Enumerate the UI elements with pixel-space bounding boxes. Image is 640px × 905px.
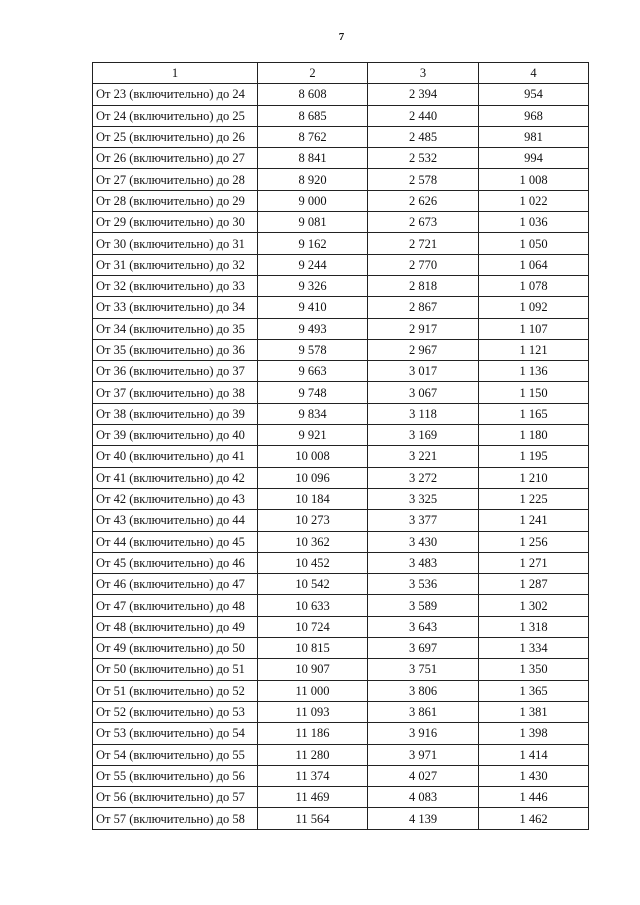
- table-row: [93, 403, 589, 424]
- value-cell: 3 806: [368, 680, 479, 701]
- value-cell: 981: [479, 126, 589, 147]
- value-cell: 2 917: [368, 318, 479, 339]
- table-row: [93, 510, 589, 531]
- value-cell: 3 272: [368, 467, 479, 488]
- value-cell: 9 578: [258, 339, 368, 360]
- header-cell: 2: [258, 63, 368, 84]
- table-row: [93, 275, 589, 296]
- range-cell: От 47 (включительно) до 48: [93, 595, 258, 616]
- value-cell: 3 916: [368, 723, 479, 744]
- value-cell: 1 180: [479, 425, 589, 446]
- value-cell: 1 050: [479, 233, 589, 254]
- value-cell: 8 685: [258, 105, 368, 126]
- range-cell: От 44 (включительно) до 45: [93, 531, 258, 552]
- value-cell: 968: [479, 105, 589, 126]
- table-row: [93, 744, 589, 765]
- value-cell: 1 008: [479, 169, 589, 190]
- range-cell: От 41 (включительно) до 42: [93, 467, 258, 488]
- value-cell: 1 381: [479, 701, 589, 722]
- range-cell: От 24 (включительно) до 25: [93, 105, 258, 126]
- table-row: [93, 680, 589, 701]
- value-cell: 11 000: [258, 680, 368, 701]
- table-row: [93, 574, 589, 595]
- header-row: [93, 63, 589, 84]
- value-cell: 8 920: [258, 169, 368, 190]
- value-cell: 1 165: [479, 403, 589, 424]
- value-cell: 2 770: [368, 254, 479, 275]
- value-cell: 3 483: [368, 552, 479, 573]
- value-cell: 9 000: [258, 190, 368, 211]
- value-cell: 10 362: [258, 531, 368, 552]
- value-cell: 3 861: [368, 701, 479, 722]
- value-cell: 3 017: [368, 361, 479, 382]
- value-cell: 8 608: [258, 84, 368, 105]
- table-row: [93, 148, 589, 169]
- table-row: [93, 212, 589, 233]
- range-cell: От 32 (включительно) до 33: [93, 275, 258, 296]
- value-cell: 1 210: [479, 467, 589, 488]
- value-cell: 9 244: [258, 254, 368, 275]
- value-cell: 10 907: [258, 659, 368, 680]
- value-cell: 3 118: [368, 403, 479, 424]
- range-cell: От 33 (включительно) до 34: [93, 297, 258, 318]
- range-cell: От 31 (включительно) до 32: [93, 254, 258, 275]
- range-cell: От 34 (включительно) до 35: [93, 318, 258, 339]
- range-cell: От 50 (включительно) до 51: [93, 659, 258, 680]
- range-cell: От 36 (включительно) до 37: [93, 361, 258, 382]
- range-cell: От 39 (включительно) до 40: [93, 425, 258, 446]
- value-cell: 2 578: [368, 169, 479, 190]
- value-cell: 1 136: [479, 361, 589, 382]
- range-cell: От 54 (включительно) до 55: [93, 744, 258, 765]
- value-cell: 2 967: [368, 339, 479, 360]
- range-cell: От 56 (включительно) до 57: [93, 787, 258, 808]
- range-cell: От 45 (включительно) до 46: [93, 552, 258, 573]
- table-row: [93, 659, 589, 680]
- table-body: [93, 84, 589, 829]
- value-cell: 10 273: [258, 510, 368, 531]
- range-cell: От 51 (включительно) до 52: [93, 680, 258, 701]
- table-row: [93, 701, 589, 722]
- range-cell: От 52 (включительно) до 53: [93, 701, 258, 722]
- value-cell: 2 440: [368, 105, 479, 126]
- table-row: [93, 425, 589, 446]
- value-cell: 8 762: [258, 126, 368, 147]
- table-row: [93, 723, 589, 744]
- value-cell: 9 834: [258, 403, 368, 424]
- table-row: [93, 361, 589, 382]
- table-row: [93, 339, 589, 360]
- range-cell: От 37 (включительно) до 38: [93, 382, 258, 403]
- table-row: [93, 616, 589, 637]
- value-cell: 954: [479, 84, 589, 105]
- value-cell: 3 067: [368, 382, 479, 403]
- table-row: [93, 190, 589, 211]
- value-cell: 8 841: [258, 148, 368, 169]
- table-row: [93, 382, 589, 403]
- value-cell: 1 121: [479, 339, 589, 360]
- range-cell: От 38 (включительно) до 39: [93, 403, 258, 424]
- value-cell: 1 302: [479, 595, 589, 616]
- value-cell: 1 430: [479, 765, 589, 786]
- value-cell: 2 721: [368, 233, 479, 254]
- range-cell: От 43 (включительно) до 44: [93, 510, 258, 531]
- value-cell: 1 241: [479, 510, 589, 531]
- value-cell: 1 398: [479, 723, 589, 744]
- range-cell: От 55 (включительно) до 56: [93, 765, 258, 786]
- value-cell: 10 184: [258, 488, 368, 509]
- value-cell: 3 325: [368, 488, 479, 509]
- value-cell: 3 589: [368, 595, 479, 616]
- value-cell: 11 186: [258, 723, 368, 744]
- range-cell: От 30 (включительно) до 31: [93, 233, 258, 254]
- range-cell: От 46 (включительно) до 47: [93, 574, 258, 595]
- table-row: [93, 531, 589, 552]
- value-cell: 9 663: [258, 361, 368, 382]
- value-cell: 994: [479, 148, 589, 169]
- table-row: [93, 446, 589, 467]
- value-cell: 4 139: [368, 808, 479, 829]
- value-cell: 3 377: [368, 510, 479, 531]
- table-row: [93, 169, 589, 190]
- value-cell: 2 394: [368, 84, 479, 105]
- value-cell: 1 446: [479, 787, 589, 808]
- value-cell: 1 107: [479, 318, 589, 339]
- value-cell: 10 724: [258, 616, 368, 637]
- header-cell: 1: [93, 63, 258, 84]
- value-cell: 2 867: [368, 297, 479, 318]
- value-cell: 9 326: [258, 275, 368, 296]
- table-row: [93, 84, 589, 105]
- value-cell: 10 096: [258, 467, 368, 488]
- value-cell: 1 195: [479, 446, 589, 467]
- range-cell: От 40 (включительно) до 41: [93, 446, 258, 467]
- table-row: [93, 233, 589, 254]
- value-cell: 4 083: [368, 787, 479, 808]
- range-cell: От 26 (включительно) до 27: [93, 148, 258, 169]
- range-cell: От 29 (включительно) до 30: [93, 212, 258, 233]
- table-row: [93, 254, 589, 275]
- table-row: [93, 595, 589, 616]
- value-cell: 9 081: [258, 212, 368, 233]
- value-cell: 1 036: [479, 212, 589, 233]
- value-cell: 1 287: [479, 574, 589, 595]
- value-cell: 11 374: [258, 765, 368, 786]
- table-row: [93, 488, 589, 509]
- value-cell: 9 162: [258, 233, 368, 254]
- value-cell: 1 271: [479, 552, 589, 573]
- value-cell: 1 318: [479, 616, 589, 637]
- value-cell: 3 536: [368, 574, 479, 595]
- value-cell: 1 022: [479, 190, 589, 211]
- range-cell: От 57 (включительно) до 58: [93, 808, 258, 829]
- value-cell: 1 256: [479, 531, 589, 552]
- value-cell: 2 673: [368, 212, 479, 233]
- table-row: [93, 787, 589, 808]
- table-row: [93, 552, 589, 573]
- value-cell: 3 971: [368, 744, 479, 765]
- header-cell: 3: [368, 63, 479, 84]
- table-row: [93, 808, 589, 829]
- value-cell: 1 462: [479, 808, 589, 829]
- value-cell: 2 532: [368, 148, 479, 169]
- value-cell: 3 751: [368, 659, 479, 680]
- value-cell: 1 334: [479, 638, 589, 659]
- table-row: [93, 318, 589, 339]
- value-cell: 1 092: [479, 297, 589, 318]
- value-cell: 10 815: [258, 638, 368, 659]
- value-cell: 4 027: [368, 765, 479, 786]
- data-table: [92, 62, 589, 830]
- table-row: [93, 467, 589, 488]
- range-cell: От 53 (включительно) до 54: [93, 723, 258, 744]
- value-cell: 2 626: [368, 190, 479, 211]
- table-row: [93, 126, 589, 147]
- value-cell: 2 818: [368, 275, 479, 296]
- value-cell: 11 280: [258, 744, 368, 765]
- value-cell: 1 064: [479, 254, 589, 275]
- value-cell: 3 169: [368, 425, 479, 446]
- range-cell: От 27 (включительно) до 28: [93, 169, 258, 190]
- value-cell: 11 564: [258, 808, 368, 829]
- value-cell: 1 350: [479, 659, 589, 680]
- table-row: [93, 105, 589, 126]
- value-cell: 9 748: [258, 382, 368, 403]
- table-row: [93, 297, 589, 318]
- value-cell: 11 093: [258, 701, 368, 722]
- range-cell: От 23 (включительно) до 24: [93, 84, 258, 105]
- range-cell: От 48 (включительно) до 49: [93, 616, 258, 637]
- table-row: [93, 765, 589, 786]
- value-cell: 2 485: [368, 126, 479, 147]
- value-cell: 10 542: [258, 574, 368, 595]
- range-cell: От 49 (включительно) до 50: [93, 638, 258, 659]
- range-cell: От 42 (включительно) до 43: [93, 488, 258, 509]
- range-cell: От 28 (включительно) до 29: [93, 190, 258, 211]
- value-cell: 9 410: [258, 297, 368, 318]
- value-cell: 1 365: [479, 680, 589, 701]
- value-cell: 1 150: [479, 382, 589, 403]
- header-cell: 4: [479, 63, 589, 84]
- value-cell: 10 633: [258, 595, 368, 616]
- range-cell: От 25 (включительно) до 26: [93, 126, 258, 147]
- value-cell: 3 221: [368, 446, 479, 467]
- value-cell: 1 078: [479, 275, 589, 296]
- value-cell: 11 469: [258, 787, 368, 808]
- table-row: [93, 638, 589, 659]
- value-cell: 3 643: [368, 616, 479, 637]
- value-cell: 9 493: [258, 318, 368, 339]
- range-cell: От 35 (включительно) до 36: [93, 339, 258, 360]
- value-cell: 9 921: [258, 425, 368, 446]
- page-number: 7: [338, 31, 345, 43]
- value-cell: 3 430: [368, 531, 479, 552]
- value-cell: 3 697: [368, 638, 479, 659]
- value-cell: 10 008: [258, 446, 368, 467]
- value-cell: 1 225: [479, 488, 589, 509]
- value-cell: 1 414: [479, 744, 589, 765]
- value-cell: 10 452: [258, 552, 368, 573]
